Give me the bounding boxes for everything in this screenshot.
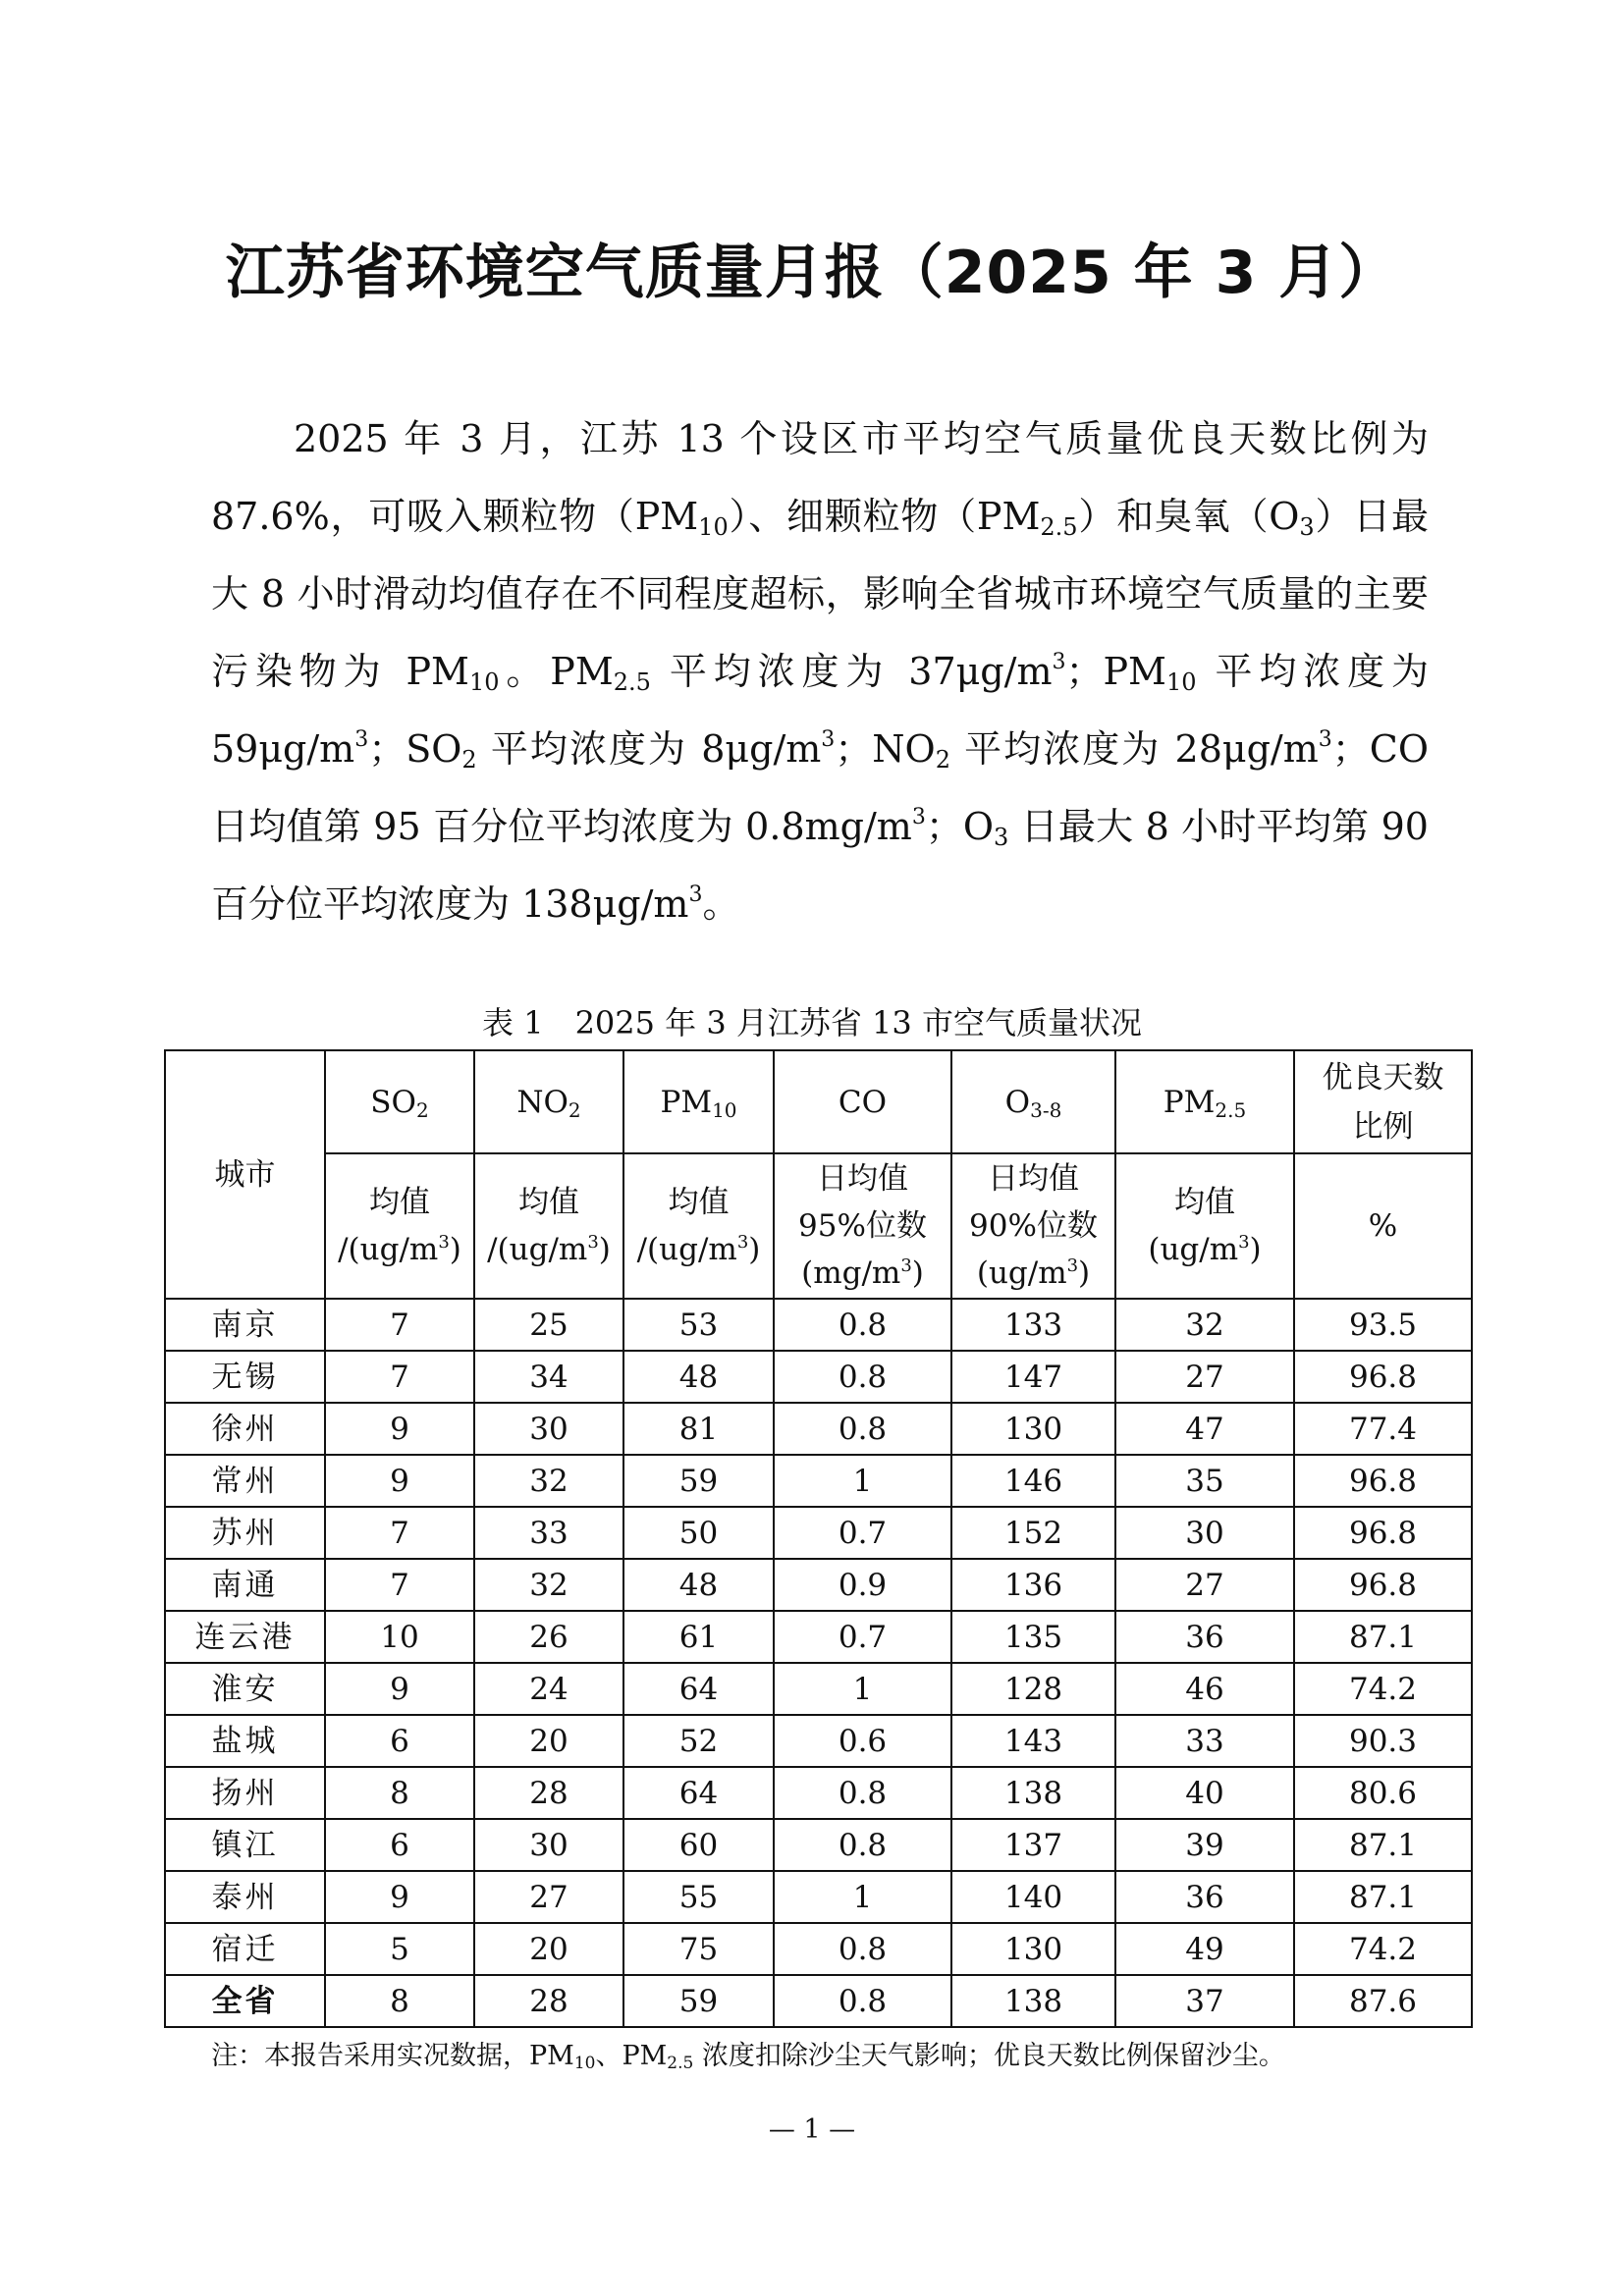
cell-pm10: 50: [623, 1507, 774, 1559]
subheader-so2: 均值 $/(ug/m^3)$: [325, 1153, 474, 1299]
cell-pm25: 33: [1115, 1715, 1294, 1767]
cell-city: 宿迁: [165, 1923, 325, 1975]
cell-city: 徐州: [165, 1403, 325, 1455]
cell-no2: 20: [474, 1715, 623, 1767]
cell-good-ratio: 74.2: [1294, 1923, 1472, 1975]
cell-co: 0.8: [774, 1351, 951, 1403]
table-row: [165, 1819, 1472, 1871]
cell-pm10: 61: [623, 1611, 774, 1663]
cell-so2: 8: [325, 1975, 474, 2027]
cell-pm10: 53: [623, 1299, 774, 1351]
page-title: 江苏省环境空气质量月报（2025 年 3 月）: [225, 239, 1399, 307]
cell-pm10: 48: [623, 1559, 774, 1611]
cell-o3: 143: [951, 1715, 1115, 1767]
cell-pm10: 60: [623, 1819, 774, 1871]
header-city: 城市: [165, 1050, 325, 1299]
table-row: [165, 1923, 1472, 1975]
table-row: [165, 1507, 1472, 1559]
cell-o3: 137: [951, 1819, 1115, 1871]
cell-no2: 26: [474, 1611, 623, 1663]
cell-no2: 28: [474, 1975, 623, 2027]
cell-city: 盐城: [165, 1715, 325, 1767]
cell-co: 1: [774, 1455, 951, 1507]
cell-co: 0.8: [774, 1767, 951, 1819]
cell-o3: 130: [951, 1923, 1115, 1975]
header-so2: $SO_2$: [325, 1050, 474, 1153]
cell-so2: 5: [325, 1923, 474, 1975]
cell-co: 0.7: [774, 1611, 951, 1663]
cell-pm25: 36: [1115, 1611, 1294, 1663]
cell-o3: 136: [951, 1559, 1115, 1611]
cell-so2: 9: [325, 1403, 474, 1455]
table-row: [165, 1663, 1472, 1715]
cell-pm10: 55: [623, 1871, 774, 1923]
cell-good-ratio: 87.1: [1294, 1611, 1472, 1663]
cell-pm25: 47: [1115, 1403, 1294, 1455]
table-row-province-total: [165, 1975, 1472, 2027]
cell-o3: 138: [951, 1767, 1115, 1819]
cell-city: 全省: [165, 1975, 325, 2027]
cell-pm25: 35: [1115, 1455, 1294, 1507]
cell-so2: 10: [325, 1611, 474, 1663]
cell-no2: 20: [474, 1923, 623, 1975]
cell-no2: 25: [474, 1299, 623, 1351]
cell-pm25: 49: [1115, 1923, 1294, 1975]
subheader-no2: 均值 $/(ug/m^3)$: [474, 1153, 623, 1299]
table-row: [165, 1611, 1472, 1663]
cell-o3: 140: [951, 1871, 1115, 1923]
cell-city: 镇江: [165, 1819, 325, 1871]
cell-so2: 9: [325, 1455, 474, 1507]
cell-good-ratio: 96.8: [1294, 1351, 1472, 1403]
cell-pm25: 27: [1115, 1559, 1294, 1611]
cell-no2: 34: [474, 1351, 623, 1403]
cell-pm25: 39: [1115, 1819, 1294, 1871]
cell-co: 0.8: [774, 1403, 951, 1455]
cell-o3: 130: [951, 1403, 1115, 1455]
cell-pm10: 59: [623, 1975, 774, 2027]
cell-good-ratio: 96.8: [1294, 1455, 1472, 1507]
cell-no2: 27: [474, 1871, 623, 1923]
cell-co: 0.9: [774, 1559, 951, 1611]
cell-city: 南通: [165, 1559, 325, 1611]
cell-no2: 24: [474, 1663, 623, 1715]
cell-pm10: 52: [623, 1715, 774, 1767]
cell-good-ratio: 77.4: [1294, 1403, 1472, 1455]
cell-o3: 128: [951, 1663, 1115, 1715]
table-row: [165, 1351, 1472, 1403]
cell-no2: 30: [474, 1819, 623, 1871]
cell-pm10: 64: [623, 1767, 774, 1819]
cell-good-ratio: 74.2: [1294, 1663, 1472, 1715]
cell-co: 1: [774, 1663, 951, 1715]
cell-so2: 7: [325, 1351, 474, 1403]
cell-o3: 147: [951, 1351, 1115, 1403]
cell-co: 0.8: [774, 1923, 951, 1975]
cell-so2: 7: [325, 1299, 474, 1351]
cell-good-ratio: 93.5: [1294, 1299, 1472, 1351]
table-row: [165, 1559, 1472, 1611]
subheader-pm25: 均值 $(ug/m^3)$: [1115, 1153, 1294, 1299]
cell-good-ratio: 80.6: [1294, 1767, 1472, 1819]
subheader-o3: 日均值 90%位数 $(ug/m^3)$: [951, 1153, 1115, 1299]
cell-no2: 32: [474, 1559, 623, 1611]
cell-pm25: 36: [1115, 1871, 1294, 1923]
cell-good-ratio: 96.8: [1294, 1507, 1472, 1559]
header-o3: $O_{3-8}$: [951, 1050, 1115, 1153]
cell-o3: 135: [951, 1611, 1115, 1663]
cell-o3: 146: [951, 1455, 1115, 1507]
cell-o3: 138: [951, 1975, 1115, 2027]
cell-city: 南京: [165, 1299, 325, 1351]
cell-so2: 7: [325, 1507, 474, 1559]
cell-good-ratio: 96.8: [1294, 1559, 1472, 1611]
cell-pm10: 75: [623, 1923, 774, 1975]
cell-pm25: 40: [1115, 1767, 1294, 1819]
cell-so2: 6: [325, 1819, 474, 1871]
cell-city: 扬州: [165, 1767, 325, 1819]
cell-city: 苏州: [165, 1507, 325, 1559]
cell-no2: 32: [474, 1455, 623, 1507]
cell-co: 1: [774, 1871, 951, 1923]
cell-co: 0.8: [774, 1975, 951, 2027]
header-pm10: $PM_{10}$: [623, 1050, 774, 1153]
cell-pm25: 32: [1115, 1299, 1294, 1351]
cell-city: 常州: [165, 1455, 325, 1507]
header-good-ratio: 优良天数 比例: [1294, 1050, 1472, 1153]
cell-co: 0.6: [774, 1715, 951, 1767]
cell-no2: 28: [474, 1767, 623, 1819]
subheader-co: 日均值 95%位数 $(mg/m^3)$: [774, 1153, 951, 1299]
cell-city: 泰州: [165, 1871, 325, 1923]
cell-so2: 7: [325, 1559, 474, 1611]
cell-co: 0.8: [774, 1299, 951, 1351]
cell-no2: 33: [474, 1507, 623, 1559]
table-row: [165, 1715, 1472, 1767]
cell-so2: 9: [325, 1871, 474, 1923]
cell-city: 连云港: [165, 1611, 325, 1663]
cell-so2: 6: [325, 1715, 474, 1767]
table-row: [165, 1767, 1472, 1819]
cell-co: 0.7: [774, 1507, 951, 1559]
table-caption: 表 1 2025 年 3 月江苏省 13 市空气质量状况: [482, 1004, 1142, 1041]
air-quality-table: [164, 1049, 1473, 2028]
cell-pm10: 48: [623, 1351, 774, 1403]
cell-good-ratio: 90.3: [1294, 1715, 1472, 1767]
header-no2: $NO_2$: [474, 1050, 623, 1153]
cell-so2: 8: [325, 1767, 474, 1819]
cell-o3: 133: [951, 1299, 1115, 1351]
header-pm25: $PM_{2.5}$: [1115, 1050, 1294, 1153]
cell-so2: 9: [325, 1663, 474, 1715]
cell-pm25: 30: [1115, 1507, 1294, 1559]
cell-city: 淮安: [165, 1663, 325, 1715]
table-row: [165, 1299, 1472, 1351]
cell-pm10: 59: [623, 1455, 774, 1507]
subheader-pm10: 均值 $/(ug/m^3)$: [623, 1153, 774, 1299]
page-number: — 1 —: [768, 2114, 856, 2145]
table-row: [165, 1871, 1472, 1923]
cell-pm25: 37: [1115, 1975, 1294, 2027]
cell-no2: 30: [474, 1403, 623, 1455]
cell-city: 无锡: [165, 1351, 325, 1403]
cell-pm10: 81: [623, 1403, 774, 1455]
table-row: [165, 1403, 1472, 1455]
cell-pm25: 46: [1115, 1663, 1294, 1715]
cell-pm10: 64: [623, 1663, 774, 1715]
cell-pm25: 27: [1115, 1351, 1294, 1403]
cell-o3: 152: [951, 1507, 1115, 1559]
cell-co: 0.8: [774, 1819, 951, 1871]
table-note: 注：本报告采用实况数据，$PM_{10}$、$PM_{2.5}$ 浓度扣除沙尘天气影响；优良天数比例保留沙尘。: [211, 2041, 1285, 2073]
table-row: [165, 1455, 1472, 1507]
cell-good-ratio: 87.1: [1294, 1819, 1472, 1871]
header-co: CO: [774, 1050, 951, 1153]
cell-good-ratio: 87.1: [1294, 1871, 1472, 1923]
intro-paragraph: 2025 年 3 月，江苏 13 个设区市平均空气质量优良天数比例为 87.6%，可吸入颗粒物$(PM_{10})$、细颗粒物$(PM_{2.5})$和臭氧$(O_3)$日最大 8 小时滑动均值存在不同程度超标，影响全省城市环境空气质量的主要污染物为 $PM_{10}$。$PM_{2.5}$ 平均浓度为 $37\mu g/m^3$；$PM_{10}$ 平均浓度为 $59\mu g/m^3$；$SO_2$ 平均浓度为 $8\mu g/m^3$；$NO_2$ 平均浓度为 $28\mu g/m^3$；CO 日均值第 95 百分位平均浓度为 $0.8mg/m^3$；$O_3$ 日最大 8 小时平均第 90 百分位平均浓度为 $138\mu g/m^3$。: [211, 417, 1429, 926]
subheader-good-ratio: %: [1294, 1153, 1472, 1299]
cell-good-ratio: 87.6: [1294, 1975, 1472, 2027]
